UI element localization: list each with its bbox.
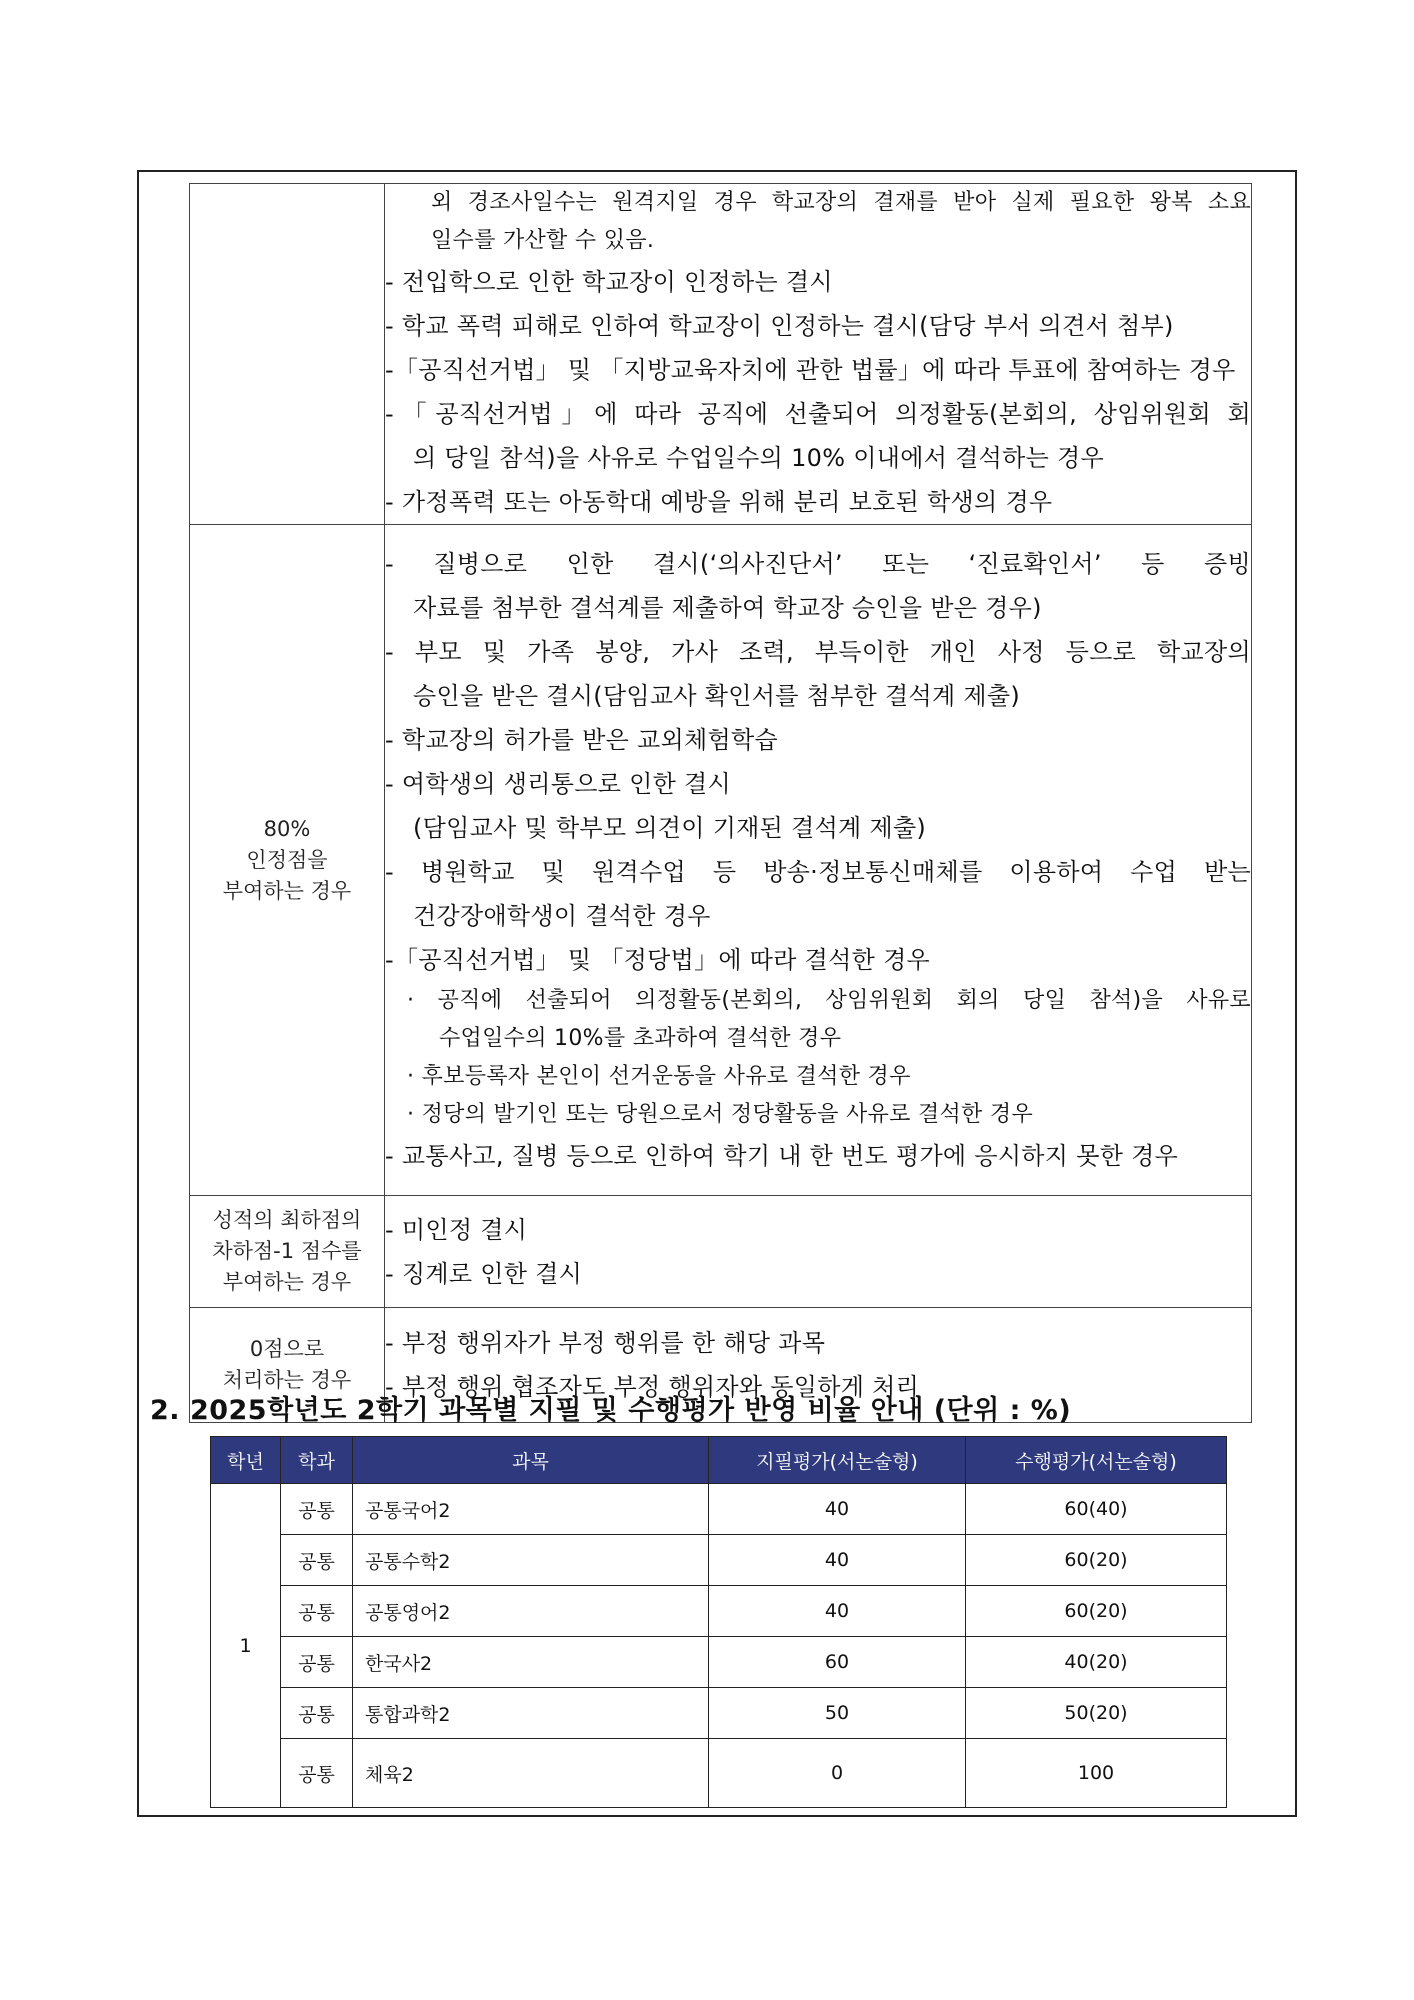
list-item: - 가정폭력 또는 아동학대 예방을 위해 분리 보호된 학생의 경우 [385,488,1053,516]
list-item: 일수를 가산할 수 있음. [431,228,655,253]
performance-cell: 40(20) [966,1637,1227,1688]
list-item: 수업일수의 10%를 초과하여 결석한 경우 [439,1026,842,1051]
table-row [211,1484,1227,1535]
dept-cell: 공통 [281,1637,353,1688]
grade-cell: 1 [211,1484,281,1808]
label-line: 인정점을 [246,847,328,872]
row-content [385,1196,1252,1308]
label-line: 처리하는 경우 [222,1368,352,1392]
label-line: 0점으로 [249,1337,325,1361]
row-label [190,525,385,1196]
written-cell: 0 [709,1739,966,1808]
column-header: 학과 [281,1437,353,1484]
table-row [190,1196,1252,1308]
table-row [211,1535,1227,1586]
performance-cell: 100 [966,1739,1227,1808]
table-row [190,184,1252,525]
performance-cell: 60(20) [966,1586,1227,1637]
list-item: -「공직선거법」에 따라 공직에 선출되어 의정활동(본회의, 상임위원회 회 [385,400,1251,428]
subject-cell: 공통수학2 [353,1535,709,1586]
written-cell: 40 [709,1484,966,1535]
dept-cell: 공통 [281,1586,353,1637]
dept-cell: 공통 [281,1484,353,1535]
table-row [211,1688,1227,1739]
table-row [190,525,1252,1196]
row-label [190,1196,385,1308]
list-item: - 부정 행위 협조자도 부정 행위자와 동일하게 처리 [385,1373,920,1401]
subject-cell: 통합과학2 [353,1688,709,1739]
list-item: - 학교 폭력 피해로 인하여 학교장이 인정하는 결시(담당 부서 의견서 첨부) [385,312,1174,340]
label-line: 성적의 최하점의 [212,1208,362,1232]
performance-cell: 60(40) [966,1484,1227,1535]
table-header-row [211,1437,1227,1484]
row-label [190,184,385,525]
label-line: 80% [263,816,311,841]
list-item: · 정당의 발기인 또는 당원으로서 정당활동을 사유로 결석한 경우 [407,1102,1033,1127]
list-item: 외 경조사일수는 원격지일 경우 학교장의 결재를 받아 실제 필요한 왕복 소요 [431,190,1251,215]
column-header: 수행평가(서논술형) [966,1437,1227,1484]
performance-cell: 60(20) [966,1535,1227,1586]
list-item: - 부정 행위자가 부정 행위를 한 해당 과목 [385,1329,826,1357]
subject-cell: 공통국어2 [353,1484,709,1535]
ratio-table [210,1436,1227,1808]
list-item: · 후보등록자 본인이 선거운동을 사유로 결석한 경우 [407,1064,911,1089]
dept-cell: 공통 [281,1688,353,1739]
list-item: (담임교사 및 학부모 의견이 기재된 결석계 제출) [413,814,927,842]
list-item: - 징계로 인한 결시 [385,1259,583,1288]
written-cell: 40 [709,1586,966,1637]
list-item: - 전입학으로 인한 학교장이 인정하는 결시 [385,268,833,296]
subject-cell: 한국사2 [353,1637,709,1688]
written-cell: 60 [709,1637,966,1688]
label-line: 차하점-1 점수를 [212,1239,362,1263]
dept-cell: 공통 [281,1739,353,1808]
performance-cell: 50(20) [966,1688,1227,1739]
subject-cell: 체육2 [353,1739,709,1808]
dept-cell: 공통 [281,1535,353,1586]
list-item: -「공직선거법」 및 「정당법」에 따라 결석한 경우 [385,946,931,974]
list-item: - 교통사고, 질병 등으로 인하여 학기 내 한 번도 평가에 응시하지 못한 경우 [385,1142,1179,1170]
absence-score-table [189,183,1252,1423]
row-content [385,525,1252,1196]
table-row [211,1637,1227,1688]
list-item: 승인을 받은 결시(담임교사 확인서를 첨부한 결석계 제출) [413,682,1021,710]
table-row [211,1739,1227,1808]
list-item: -「공직선거법」 및 「지방교육자치에 관한 법률」에 따라 투표에 참여하는 경우 [385,356,1236,384]
column-header: 과목 [353,1437,709,1484]
table-row [211,1586,1227,1637]
list-item: - 미인정 결시 [385,1215,528,1244]
section-title: 2. 2025학년도 2학기 과목별 지필 및 수행평가 반영 비율 안내 (단위 : %) [150,1395,1072,1426]
list-item: - 부모 및 가족 봉양, 가사 조력, 부득이한 개인 사정 등으로 학교장의 [385,638,1251,666]
list-item: · 공직에 선출되어 의정활동(본회의, 상임위원회 회의 당일 참석)을 사유로 [407,988,1251,1013]
label-line: 부여하는 경우 [222,1270,352,1294]
list-item: 의 당일 참석)을 사유로 수업일수의 10% 이내에서 결석하는 경우 [413,444,1104,472]
label-line: 부여하는 경우 [222,878,352,903]
list-item: - 여학생의 생리통으로 인한 결시 [385,770,731,798]
list-item: - 병원학교 및 원격수업 등 방송·정보통신매체를 이용하여 수업 받는 [385,858,1251,886]
list-item: - 질병으로 인한 결시(‘의사진단서’ 또는 ‘진료확인서’ 등 증빙 [385,550,1251,578]
column-header: 지필평가(서논술형) [709,1437,966,1484]
written-cell: 50 [709,1688,966,1739]
written-cell: 40 [709,1535,966,1586]
list-item: 건강장애학생이 결석한 경우 [413,902,711,930]
subject-cell: 공통영어2 [353,1586,709,1637]
list-item: 자료를 첨부한 결석계를 제출하여 학교장 승인을 받은 경우) [413,594,1042,622]
row-content [385,184,1252,525]
column-header: 학년 [211,1437,281,1484]
list-item: - 학교장의 허가를 받은 교외체험학습 [385,726,778,754]
